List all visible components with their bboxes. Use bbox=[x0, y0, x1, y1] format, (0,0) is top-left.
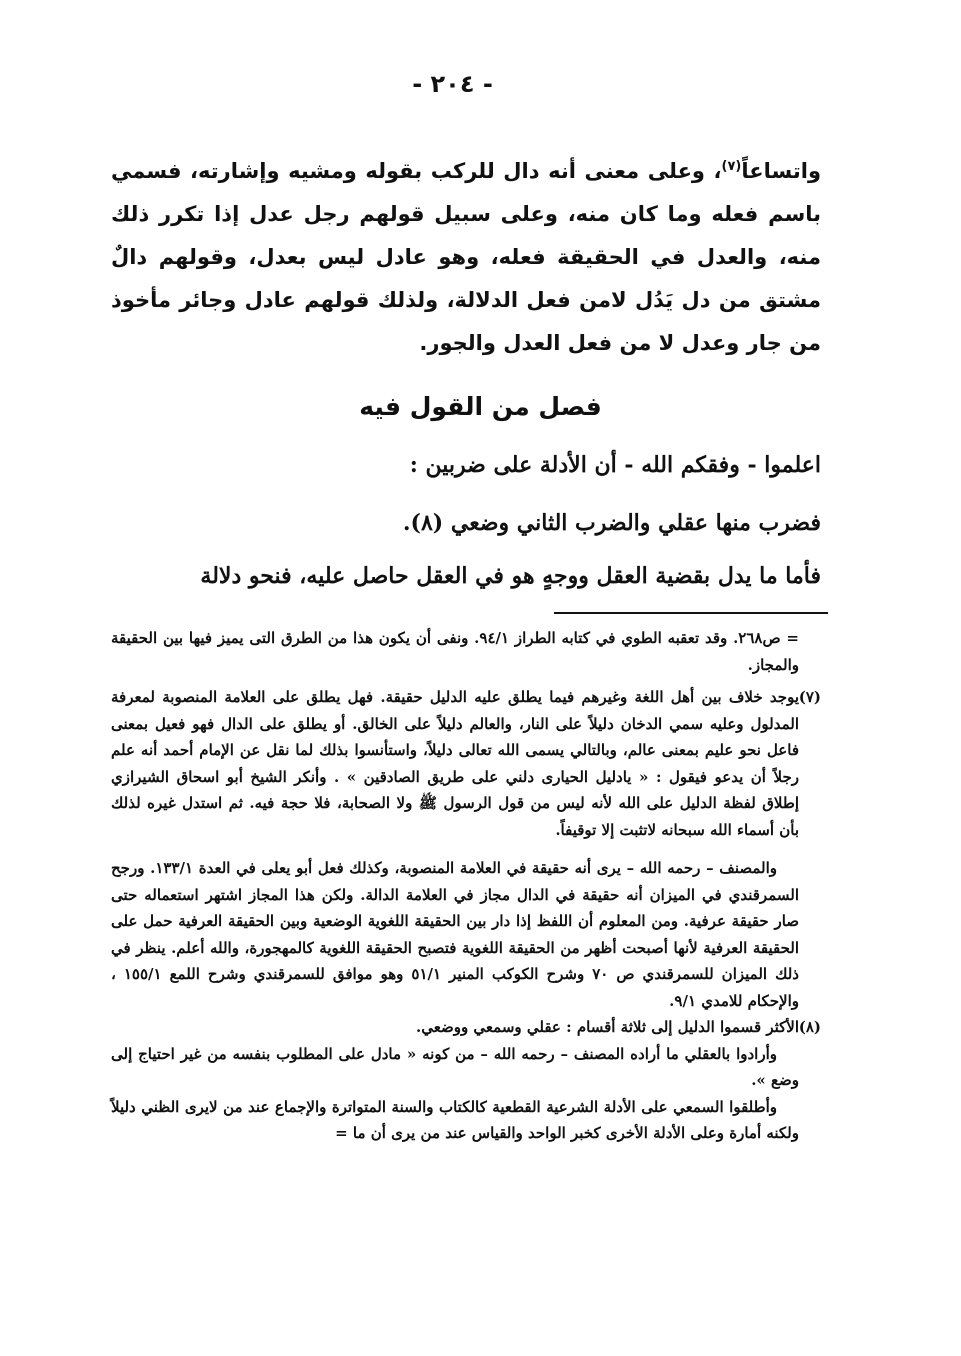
section-heading: فصل من القول فيه bbox=[359, 392, 602, 421]
paragraph-2: فضرب منها عقلي والضرب الثاني وضعي (٨). bbox=[402, 510, 821, 536]
footnote-8 bbox=[111, 1014, 821, 1041]
footnote-7-number: (٧) bbox=[798, 688, 821, 706]
footnote-7 bbox=[111, 684, 821, 843]
footnote-8-subparagraph-1: وأرادوا بالعقلي ما أراده المصنف – رحمه الله – من كونه « مادل على المطلوب بنفسه من غير احتياج إلى وضع ». bbox=[111, 1044, 799, 1089]
main-paragraph-start: واتساعاً bbox=[741, 159, 821, 183]
footnote-8-text: الأكثر قسموا الدليل إلى ثلاثة أقسام : عقلي وسمعي ووضعي. bbox=[416, 1018, 799, 1036]
main-paragraph-rest: ، وعلى معنى أنه دال للركب بقوله ومشيه وإشارته، فسمي باسم فعله وما كان منه، وعلى سبيل قولهم رجل عدل إذا تكرر ذلك منه، والعدل في الحقيقة فعله، وهو عادل ليس بعدل، وقولهم دالٌ مشتق من دل يَدُل لامن فعل الدلالة، ولذلك قولهم عادل وجائر مأخوذ من جار وعدل لا من فعل العدل والجور. bbox=[111, 159, 821, 355]
footnote-8-subparagraph-2: وأطلقوا السمعي على الأدلة الشرعية القطعية كالكتاب والسنة المتواترة والإجماع عند من لايرى الظني دليلاً ولكنه أمارة وعلى الأدلة الأخرى كخبر الواحد والقياس عند من يرى أن ما = bbox=[111, 1097, 799, 1142]
footnote-8-number: (٨) bbox=[798, 1018, 821, 1036]
footnotes bbox=[111, 625, 821, 1147]
footnote-7-text: يوجد خلاف بين أهل اللغة وغيرهم فيما يطلق عليه الدليل حقيقة. فهل يطلق على العلامة المنصوبة لمعرفة المدلول وعليه سمي الدخان دليلاً على النار، والعالم دليلاً على الخالق. أو يطلق على الدال فهو فعيل بمعنى فاعل نحو عليم بمعنى عالم، وبالتالي يسمى الله تعالى دليلاً، واستأنسوا بذلك لما نقل عن الإمام أحمد أنه علم رجلاً أن يدعو فيقول : « يادليل الحيارى دلني على طريق الصادقين » . وأنكر الشيخ أبو اسحاق الشيرازي إطلاق لفظة الدليل على الله لأنه ليس من قول الرسول ﷺ ولا الصحابة، فلا حجة فيه. ثم استدل غيره لذلك بأن أسماء الله سبحانه لاتثبت إلا توقيفاً. bbox=[111, 688, 799, 839]
page-number: - ٢٠٤ - bbox=[412, 70, 493, 98]
footnote-continuation: = ص٢٦٨. وقد تعقبه الطوي في كتابه الطراز ٩٤/١. ونفى أن يكون هذا من الطرق التى يميز فيها بين الحقيقة والمجاز. bbox=[111, 629, 799, 674]
footnote-7-subparagraph: والمصنف – رحمه الله – يرى أنه حقيقة في العلامة المنصوبة، وكذلك فعل أبو يعلى في العدة ١٣٣/١. ورجح السمرقندي في الميزان أنه حقيقة في الدال مجاز في العلامة الدالة. ولكن هذا المجاز اشتهر استعماله حتى صار حقيقة عرفية. ومن المعلوم أن اللفظ إذا دار بين الحقيقة اللغوية الوضعية وبين الحقيقة العرفية حمل على الحقيقة العرفية لأنها أصبحت أظهر من الحقيقة اللغوية فتصبح الحقيقة اللغوية كالمهجورة، والله أعلم. ينظر في ذلك الميزان للسمرقندي ص ٧٠ وشرح الكوكب المنير ٥١/١ وهو موافق للسمرقندي وشرح اللمع ١٥٥/١ ، والإحكام للامدي ٩/١. bbox=[111, 859, 799, 1010]
paragraph-1: اعلموا - وفقكم الله - أن الأدلة على ضربين : bbox=[409, 452, 821, 478]
paragraph-3: فأما ما يدل بقضية العقل ووجهٍ هو في العقل حاصل عليه، فنحو دلالة bbox=[200, 563, 821, 589]
footnote-ref-7: (٧) bbox=[721, 159, 742, 174]
footnote-divider bbox=[554, 612, 828, 614]
main-paragraph bbox=[111, 150, 821, 365]
